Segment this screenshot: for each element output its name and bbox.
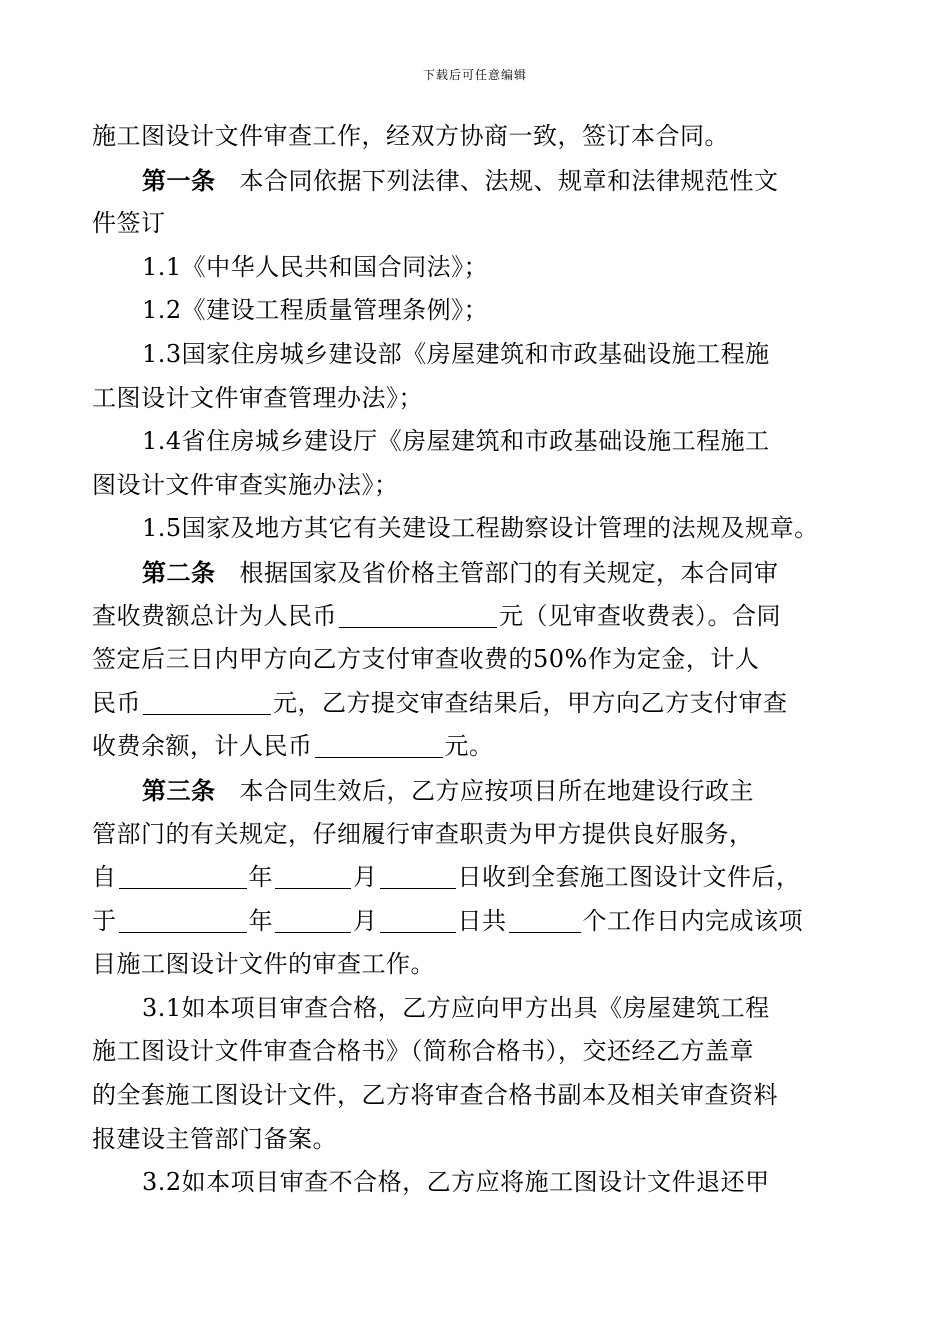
from-label: 自 (92, 863, 117, 892)
article2-line5 (92, 725, 822, 769)
article3-sub2-line1: 3.2如本项目审查不合格，乙方应将施工图设计文件退还甲 (142, 1168, 770, 1197)
month-label: 月 (353, 863, 378, 892)
article3-text: 本合同生效后，乙方应按项目所在地建设行政主 (239, 776, 754, 805)
article1-text: 本合同依据下列法律、法规、规章和法律规范性文 (239, 166, 779, 195)
article1-heading: 第一条 (142, 165, 216, 195)
page-header-note: 下载后可任意编辑 (422, 68, 527, 82)
receipt-text: 日收到全套施工图设计文件后， (457, 863, 801, 892)
article1-item-1: 1.1《中华人民共和国合同法》； (142, 252, 489, 281)
completion-text: 个工作日内完成该项 (582, 906, 803, 935)
article2-heading: 第二条 (142, 557, 216, 587)
article3-line2: 管部门的有关规定，仔细履行审查职责为甲方提供良好服务， (92, 819, 754, 848)
article3-sub1-line4: 报建设主管部门备案。 (92, 1124, 337, 1153)
year-label: 年 (248, 863, 273, 892)
fee-total-blank[interactable] (339, 601, 497, 628)
end-year-blank[interactable] (119, 906, 247, 933)
article1-item-2: 1.2《建设工程质量管理条例》； (142, 296, 489, 325)
balance-blank[interactable] (315, 731, 443, 758)
article2-fee-label: 查收费额总计为人民币 (92, 601, 337, 630)
month-label: 月 (353, 906, 378, 935)
article2-line2 (92, 595, 822, 639)
article2-balance-label: 收费余额，计人民币 (92, 732, 313, 761)
article2-line4 (92, 682, 822, 726)
at-label: 于 (92, 906, 117, 935)
article2-line3: 签定后三日内甲方向乙方支付审查收费的50%作为定金，计人 (92, 645, 760, 674)
article3-sub1-line2: 施工图设计文件审查合格书》（简称合格书），交还经乙方盖章 (92, 1037, 754, 1066)
year-label: 年 (248, 906, 273, 935)
deposit-blank[interactable] (143, 688, 271, 715)
article1-item-4-cont: 图设计文件审查实施办法》； (92, 470, 399, 499)
article1-line2: 件签订 (92, 209, 166, 238)
workdays-blank[interactable] (509, 906, 581, 933)
article2-balance-suffix: 元。 (444, 732, 494, 761)
end-day-blank[interactable] (380, 906, 456, 933)
article1-item-4: 1.4省住房城乡建设厅《房屋建筑和市政基础设施工程施工 (142, 427, 770, 456)
article3-line3 (92, 856, 822, 900)
intro-line: 施工图设计文件审查工作，经双方协商一致，签订本合同。 (92, 122, 729, 150)
article1-item-3-cont: 工图设计文件审查管理办法》； (92, 383, 423, 412)
article3-sub1-line3: 的全套施工图设计文件，乙方将审查合格书副本及相关审查资料 (92, 1081, 778, 1110)
start-month-blank[interactable] (275, 862, 351, 889)
start-year-blank[interactable] (119, 862, 247, 889)
article1-item-5: 1.5国家及地方其它有关建设工程勘察设计管理的法规及规章。 (142, 514, 819, 543)
article2-deposit-suffix: 元，乙方提交审查结果后，甲方向乙方支付审查 (273, 688, 788, 717)
article1-line1 (92, 159, 822, 203)
contract-body (92, 115, 822, 1205)
article1-item-3: 1.3国家住房城乡建设部《房屋建筑和市政基础设施工程施 (142, 339, 770, 368)
article3-line4 (92, 900, 822, 944)
article3-heading: 第三条 (142, 775, 216, 805)
article2-text: 根据国家及省价格主管部门的有关规定，本合同审 (239, 558, 779, 587)
day-total-label: 日共 (457, 906, 507, 935)
article3-sub1-line1: 3.1如本项目审查合格，乙方应向甲方出具《房屋建筑工程 (142, 993, 770, 1022)
article2-fee-suffix: 元（见审查收费表）。合同 (499, 601, 781, 630)
article3-line1 (92, 769, 822, 813)
article2-line1 (92, 551, 822, 595)
start-day-blank[interactable] (380, 862, 456, 889)
end-month-blank[interactable] (275, 906, 351, 933)
article2-deposit-label: 民币 (92, 688, 141, 717)
article3-line5: 目施工图设计文件的审查工作。 (92, 950, 435, 979)
